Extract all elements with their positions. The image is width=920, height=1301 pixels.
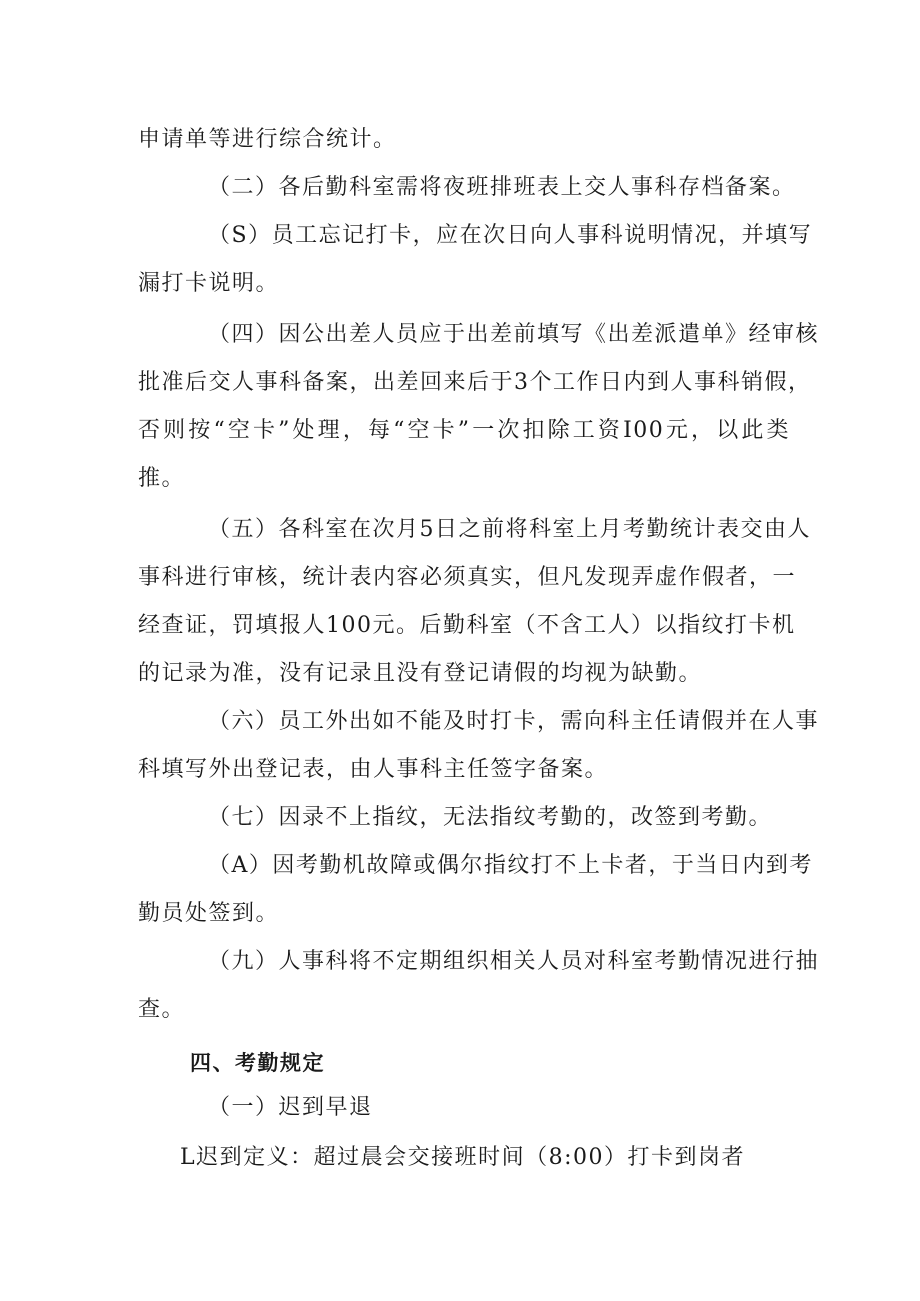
- text-line: （九）人事科将不定期组织相关人员对科室考勤情况进行抽: [208, 949, 820, 974]
- text-line: 经查证，罚填报人100元。后勤科室（不含工人）以指纹打卡机: [138, 613, 796, 638]
- text-line: 推。: [138, 466, 186, 491]
- text-line: 批准后交人事科备案，出差回来后于3个工作日内到人事科销假，: [138, 370, 812, 395]
- text-line: （二）各后勤科室需将夜班排班表上交人事科存档备案。: [208, 175, 796, 200]
- text-line: 申请单等进行综合统计。: [138, 127, 397, 152]
- text-line: （五）各科室在次月5日之前将科室上月考勤统计表交由人: [208, 517, 811, 542]
- text-line: （七）因录不上指纹，无法指纹考勤的，改签到考勤。: [208, 805, 773, 830]
- text-line: 科填写外出登记表，由人事科主任签字备案。: [138, 757, 609, 782]
- text-line: （四）因公出差人员应于出差前填写《出差派遣单》经审核: [208, 322, 820, 347]
- section-heading: 四、考勤规定: [190, 1051, 325, 1075]
- text-line: L迟到定义：超过晨会交接班时间（8:00）打卡到岗者: [180, 1145, 746, 1170]
- text-line: （A）因考勤机故障或偶尔指纹打不上卡者，于当日内到考: [208, 853, 813, 878]
- text-line: 勤员处签到。: [138, 901, 280, 926]
- text-line: （六）员工外出如不能及时打卡，需向科主任请假并在人事: [208, 709, 820, 734]
- subsection-heading: （一）迟到早退: [208, 1095, 373, 1120]
- text-line: （S）员工忘记打卡，应在次日向人事科说明情况，并填写: [208, 223, 813, 248]
- text-line: 查。: [138, 997, 186, 1022]
- text-line: 的记录为准，没有记录且没有登记请假的均视为缺勤。: [138, 661, 703, 686]
- text-line: 漏打卡说明。: [138, 271, 280, 296]
- text-line: 否则按“空卡”处理，每“空卡”一次扣除工资I00元，以此类: [138, 418, 790, 443]
- text-line: 事科进行审核，统计表内容必须真实，但凡发现弄虚作假者，一: [138, 565, 797, 590]
